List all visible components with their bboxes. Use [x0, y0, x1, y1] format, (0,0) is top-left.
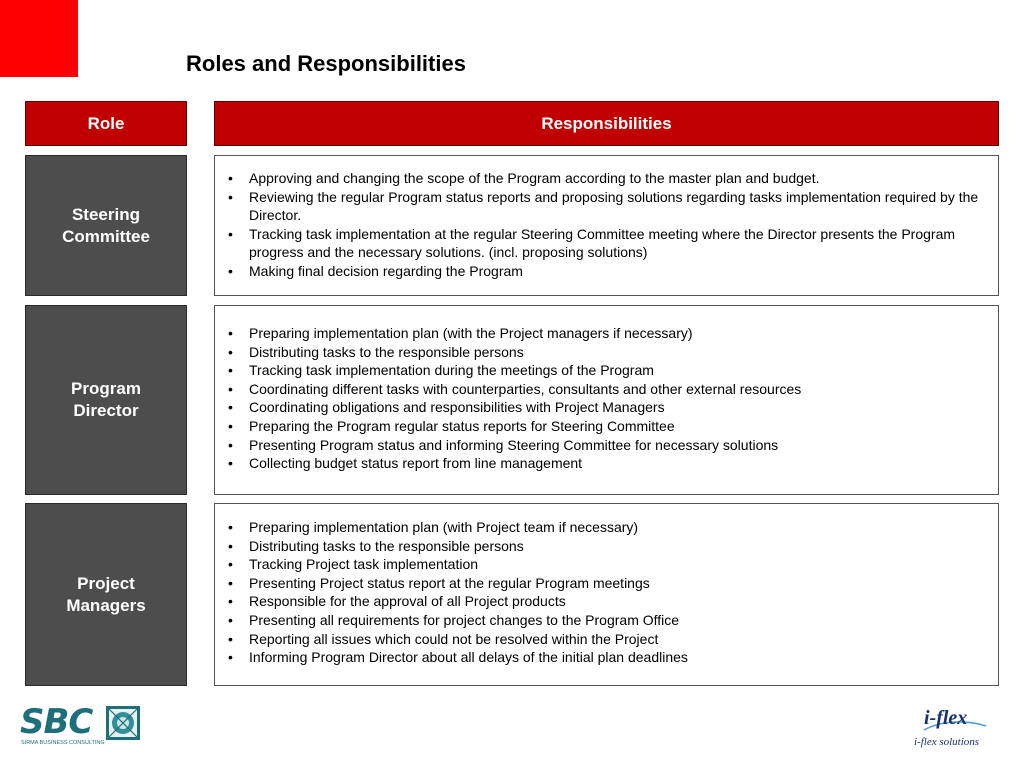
responsibility-item: • Reviewing the regular Program status reports and proposing solutions regarding tasks implementation required by the Director.: [227, 188, 984, 225]
sbc-logo-text: SBC: [20, 702, 93, 742]
sbc-logo: [20, 704, 150, 750]
responsibility-item: • Coordinating different tasks with counterparties, consultants and other external resources: [227, 380, 984, 399]
sbc-emblem-icon: [106, 706, 140, 740]
role-steering-committee: Steering Committee: [25, 155, 187, 296]
responsibility-item: • Informing Program Director about all delays of the initial plan deadlines: [227, 648, 984, 667]
corner-accent-block: [0, 0, 78, 77]
role-header-label: Role: [87, 113, 125, 133]
responsibilities-column-header: [214, 101, 999, 146]
responsibility-list: [227, 324, 984, 473]
slide-title: Roles and Responsibilities: [186, 51, 466, 76]
responsibility-item: • Making final decision regarding the Program: [227, 262, 984, 281]
responsibilities-program-director: [214, 305, 999, 495]
responsibility-item: • Presenting Project status report at the regular Program meetings: [227, 574, 984, 593]
iflex-logo: [912, 706, 996, 750]
responsibility-list: [227, 518, 984, 667]
role-column-header: [25, 101, 187, 146]
role-program-director: Program Director: [25, 305, 187, 495]
responsibility-item: • Presenting Program status and informing Steering Committee for necessary solutions: [227, 436, 984, 455]
responsibility-item: • Preparing implementation plan (with Project team if necessary): [227, 518, 984, 537]
role-project-managers: Project Managers: [25, 503, 187, 686]
responsibilities-header-label: Responsibilities: [541, 113, 672, 133]
responsibility-item: • Coordinating obligations and responsibilities with Project Managers: [227, 398, 984, 417]
responsibility-item: • Collecting budget status report from line management: [227, 454, 984, 473]
iflex-logo-subtext: i-flex solutions: [914, 736, 980, 748]
responsibility-item: • Distributing tasks to the responsible persons: [227, 537, 984, 556]
responsibility-item: • Approving and changing the scope of the Program according to the master plan and budget.: [227, 169, 984, 188]
responsibility-item: • Preparing the Program regular status reports for Steering Committee: [227, 417, 984, 436]
responsibility-list: [227, 169, 984, 281]
responsibility-item: • Preparing implementation plan (with the Project managers if necessary): [227, 324, 984, 343]
responsibility-item: • Reporting all issues which could not be resolved within the Project: [227, 630, 984, 649]
sbc-logo-subtext: SIRMA BUSINESS CONSULTING: [21, 740, 105, 746]
iflex-logo-mark: i-flex: [924, 707, 968, 729]
responsibility-item: • Tracking task implementation during the meetings of the Program: [227, 361, 984, 380]
responsibility-item: • Presenting all requirements for project changes to the Program Office: [227, 611, 984, 630]
responsibility-item: • Tracking Project task implementation: [227, 555, 984, 574]
responsibilities-project-managers: [214, 503, 999, 686]
responsibility-item: • Tracking task implementation at the regular Steering Committee meeting where the Director presents the Program progress and the necessary solutions. (incl. proposing solutions): [227, 225, 984, 262]
responsibilities-steering-committee: [214, 155, 999, 296]
responsibility-item: • Distributing tasks to the responsible persons: [227, 343, 984, 362]
responsibility-item: • Responsible for the approval of all Project products: [227, 592, 984, 611]
